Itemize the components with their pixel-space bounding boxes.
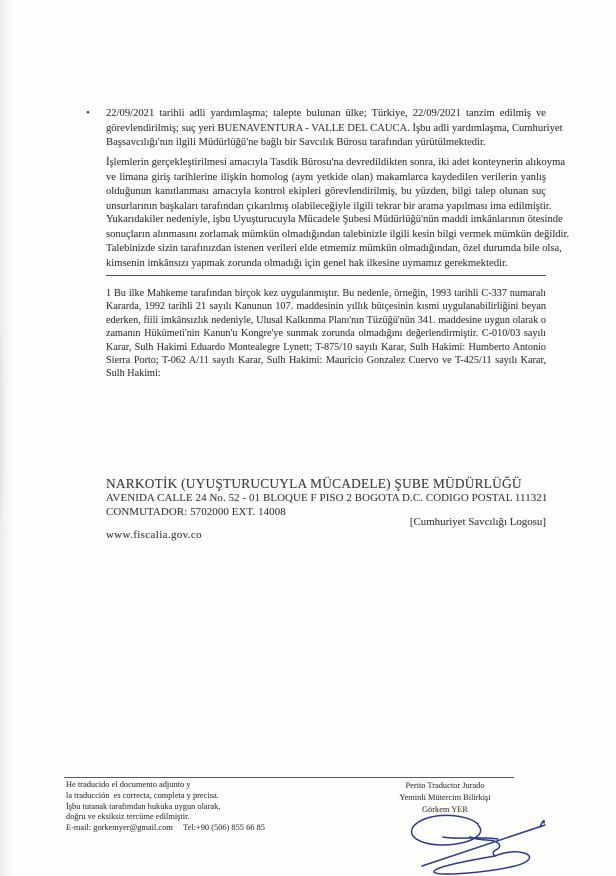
paragraph-conclusion xyxy=(106,213,570,271)
text-line: 22/09/2021 tarihli adli yardımlaşma; talepte bulunan ülke; Türkiye, 22/09/2021 tanzim edilmiş ve xyxy=(106,108,546,119)
translator-contact-line: E-mail: gorkemyer@gmail.com Tel:+90 (506) 855 66 85 xyxy=(66,823,265,833)
footnote-separator xyxy=(106,275,546,276)
text-line: İşlemlerin gerçekleştirilmesi amacıyla Tasdik Bürosu'na devredildikten sonra, iki adet konteynerin alıkoyma xyxy=(106,157,566,168)
text-line: 1 Bu ilke Mahkeme tarafından birçok kez uygulanmıştır. Bu nedenle, örneğin, 1993 tarihli C-337 numaralı xyxy=(106,288,546,299)
scan-edge-shadow xyxy=(0,0,14,876)
text-line: Kararda, 1992 tarihli 21 sayılı Kanunun 107. maddesinin yıllık bütçesinin kısmi uygulanabilirliğini beyan xyxy=(106,301,546,313)
text-line: olduğunun kanıtlanması amacıyla kontrol ekipleri görevlendirilmiş, bu yüzden, bilgi talep olunan suç xyxy=(106,186,546,197)
signature-scribble xyxy=(398,806,550,876)
office-title: NARKOTİK (UYUŞTURUCUYLA MÜCADELE) ŞUBE MÜDÜRLÜĞÜ xyxy=(106,476,522,491)
bullet-icon: • xyxy=(86,107,90,119)
text-line: kimsenin imkânsızı yapmak zorunda olmadığı için genel hak ilkesine uymamız gerekmektedir. xyxy=(106,257,508,269)
office-phone: CONMUTADOR: 5702000 EXT. 14008 xyxy=(106,506,286,518)
translator-declaration xyxy=(66,780,346,834)
text-line: ve limana giriş tarihlerine ilişkin homolog (aynı yetkide olan) makamlarca kaydedilen verilerin yanlış xyxy=(106,171,546,183)
text-line: görevlendirilmiş; suç yeri BUENAVENTURA - VALLE DEL CAUCA. İşbu adli yardımlaşma, Cumhuriyet xyxy=(106,122,563,134)
text-line: Sierra Porto; T-062 A/11 sayılı Karar, Sulh Hakimi: Mauricio Gonzalez Cuervo ve T-425/11 sayılı Karar, xyxy=(106,354,546,366)
translator-title-es: Perito Traductor Jurado xyxy=(405,781,485,790)
text-line: la traducción es correcta, completa y precisa. xyxy=(66,790,219,800)
footer-separator xyxy=(64,777,514,778)
website-link: www.fiscalia.gov.co xyxy=(106,529,203,541)
text-line: doğru ve eksiksiz tercüme edilmiştir. xyxy=(66,812,190,822)
scan-smudge xyxy=(0,290,6,570)
translator-name: Görkem YER xyxy=(422,804,468,814)
paragraph-judicial-assistance xyxy=(106,107,563,151)
text-line: unsurlarının başkaları tarafından çıkarılmış olabileceğiyle ilgili tekrar bir arama yapılması ima edilmiştir. xyxy=(106,200,552,212)
text-line: Karar, Sulh Hakimi Eduardo Montealegre Lynett; T-875/10 sayılı Karar, Sulh Hakimi: Humberto Antonio xyxy=(106,341,546,353)
text-line: Yukarıdakiler nedeniyle, işbu Uyuşturucuyla Mücadele Şubesi Müdürlüğü'nün maddi imkânlarının ötesinde xyxy=(106,214,563,225)
text-line: ederken, fiili imkânsızlık nedeniyle, Ulusal Kalkınma Planı'nın Tüzüğü'nün 341. maddesine uygun olarak o xyxy=(106,314,546,326)
text-line: He traducido el documento adjunto y xyxy=(66,780,191,789)
signature xyxy=(398,806,550,876)
footnote xyxy=(106,287,546,381)
text-line: Başsavcılığı'nın ilgili Müdürlüğü'ne bağlı bir Savcılık Bürosu tarafından yürütülmektedir. xyxy=(106,137,486,148)
prosecutor-logo-placeholder: [Cumhuriyet Savcılığı Logosu] xyxy=(409,516,546,528)
text-line: zamanın Hükümeti'nin Kanun'u Kongre'ye sunmak zorunda olmadığını değerlendirmiştir. C-010/03 sayılı xyxy=(106,328,546,340)
text-line: sonuçların alınmasını zorlamak mümkün olmadığından talebinizle ilgili kesin bilgi vermek mümkün değildir. xyxy=(106,228,570,240)
paragraph-verification-office xyxy=(106,156,566,214)
text-line: Sulh Hakimi: xyxy=(106,368,161,380)
office-address: AVENIDA CALLE 24 No. 52 - 01 BLOQUE F PISO 2 BOGOTA D.C. CODIGO POSTAL 111321 xyxy=(106,492,548,504)
translator-title-tr: Yeminli Mütercim Bilirkişi xyxy=(399,792,491,802)
text-line: Talebinizde sizin tarafınızdan istenen verileri elde etmemiz mümkün olmadığından, özel durumda bile olsa, xyxy=(106,243,562,254)
text-line: İşbu tutanak tarafımdan hukuka uygun olarak, xyxy=(66,801,221,811)
